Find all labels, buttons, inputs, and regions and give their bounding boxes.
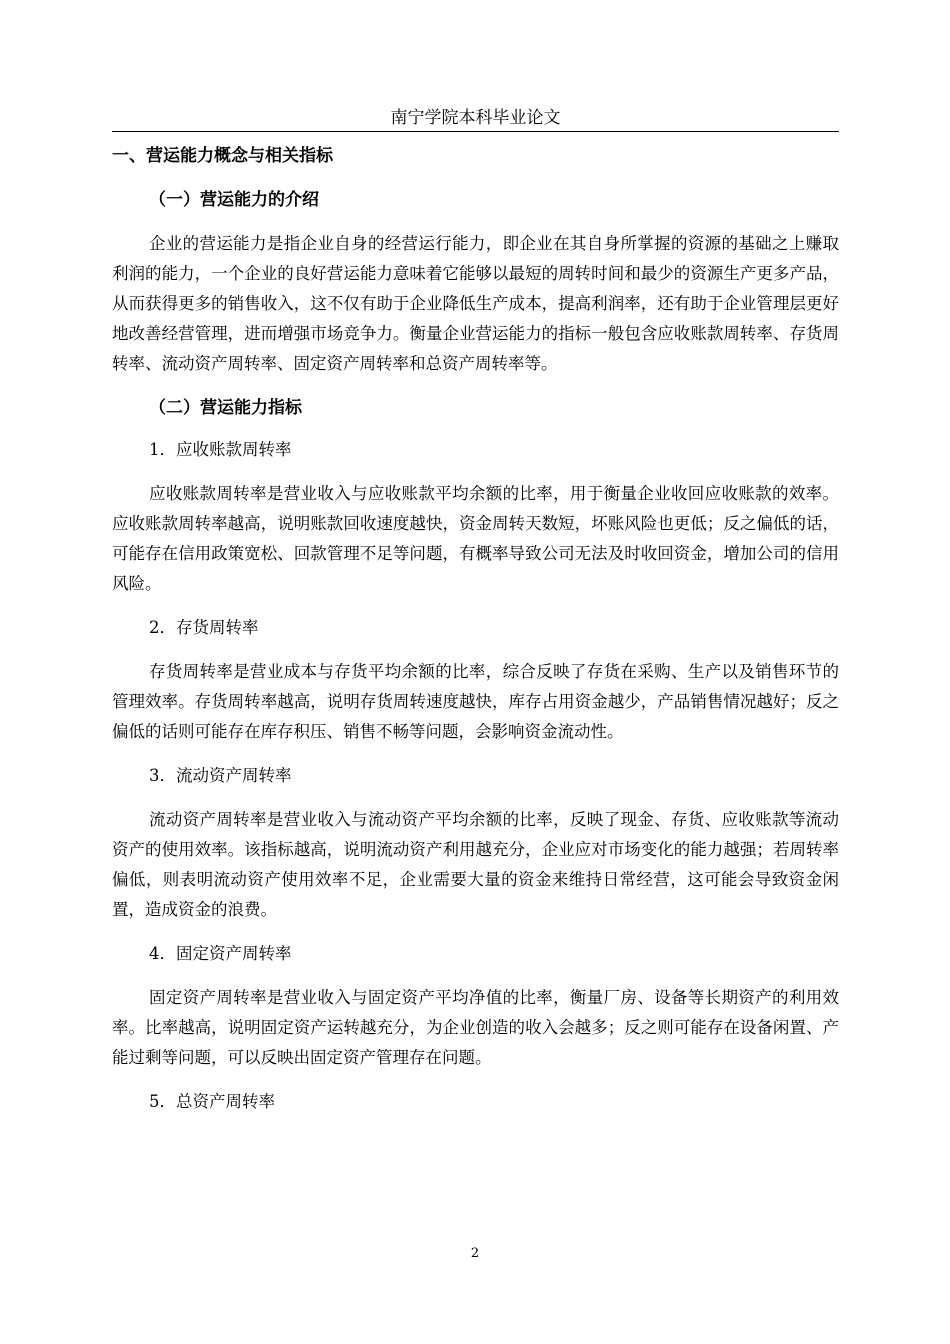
indicator-heading-1: 1．应收账款周转率 <box>149 440 292 459</box>
indicator-paragraph-1: 应收账款周转率是营业收入与应收账款平均余额的比率，用于衡量企业收回应收账款的效率。应收账款周转率越高，说明账款回收速度越快，资金周转天数短，坏账风险也更低；反之偏低的话，可能存在信用政策宽松、回款管理不足等问题，有概率导致公司无法及时收回资金，增加公司的信用风险。 <box>112 484 839 593</box>
page-content <box>112 141 839 1131</box>
indicator-paragraph-2: 存货周转率是营业成本与存货平均余额的比率，综合反映了存货在采购、生产以及销售环节的管理效率。存货周转率越高，说明存货周转速度越快，库存占用资金越少，产品销售情况越好；反之偏低的话则可能存在库存积压、销售不畅等问题，会影响资金流动性。 <box>112 662 839 741</box>
page-number: 2 <box>470 1246 480 1261</box>
section-title: 一、营运能力概念与相关指标 <box>112 146 333 166</box>
indicator-heading-2: 2．存货周转率 <box>149 618 259 637</box>
header-rule <box>112 131 839 132</box>
indicator-paragraph-4: 固定资产周转率是营业收入与固定资产平均净值的比率，衡量厂房、设备等长期资产的利用效率。比率越高，说明固定资产运转越充分，为企业创造的收入会越多；反之则可能存在设备闲置、产能过剩等问题，可以反映出固定资产管理存在问题。 <box>112 988 839 1067</box>
running-header: 南宁学院本科毕业论文 <box>390 108 561 128</box>
indicator-heading-3: 3．流动资产周转率 <box>149 766 292 785</box>
subsection-title-1: （一）营运能力的介绍 <box>149 190 319 210</box>
paragraph-intro: 企业的营运能力是指企业自身的经营运行能力，即企业在其自身所掌握的资源的基础之上赚取利润的能力，一个企业的良好营运能力意味着它能够以最短的周转时间和最少的资源生产更多产品，从而获得更多的销售收入，这不仅有助于企业降低生产成本，提高利润率，还有助于企业管理层更好地改善经营管理，进而增强市场竞争力。衡量企业营运能力的指标一般包含应收账款周转率、存货周转率、流动资产周转率、固定资产周转率和总资产周转率等。 <box>112 234 839 373</box>
indicator-paragraph-3: 流动资产周转率是营业收入与流动资产平均余额的比率，反映了现金、存货、应收账款等流动资产的使用效率。该指标越高，说明流动资产利用越充分，企业应对市场变化的能力越强；若周转率偏低，则表明流动资产使用效率不足，企业需要大量的资金来维持日常经营，这可能会导致资金闲置，造成资金的浪费。 <box>112 810 839 919</box>
indicator-heading-5: 5．总资产周转率 <box>149 1092 275 1111</box>
subsection-title-2: （二）营运能力指标 <box>149 398 302 418</box>
indicator-heading-4: 4．固定资产周转率 <box>149 944 292 963</box>
